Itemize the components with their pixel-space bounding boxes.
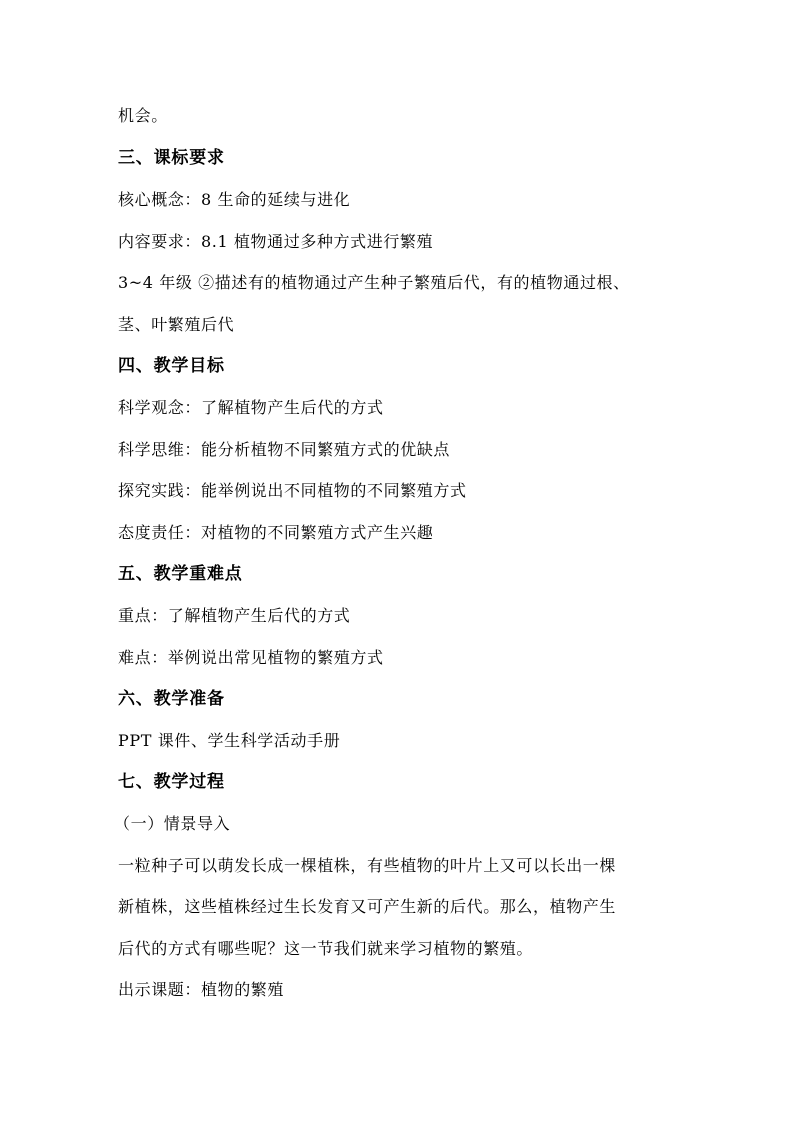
section-heading: 六、教学准备 bbox=[118, 689, 225, 709]
paragraph-line: PPT 课件、学生科学活动手册 bbox=[118, 731, 341, 750]
paragraph-line: 内容要求：8.1 植物通过多种方式进行繁殖 bbox=[118, 232, 434, 251]
paragraph-line: 重点：了解植物产生后代的方式 bbox=[118, 606, 351, 625]
section-heading: 四、教学目标 bbox=[118, 356, 225, 376]
paragraph-line: 探究实践：能举例说出不同植物的不同繁殖方式 bbox=[118, 481, 467, 500]
subsection-heading: （一）情景导入 bbox=[114, 814, 231, 833]
paragraph-line: 3~4 年级 ②描述有的植物通过产生种子繁殖后代，有的植物通过根、 bbox=[118, 273, 630, 292]
paragraph-line: 科学观念：了解植物产生后代的方式 bbox=[118, 398, 384, 417]
paragraph-line: 科学思维：能分析植物不同繁殖方式的优缺点 bbox=[118, 440, 451, 459]
paragraph-line: 茎、叶繁殖后代 bbox=[118, 315, 235, 334]
paragraph-line: 机会。 bbox=[118, 106, 168, 125]
paragraph-line: 核心概念：8 生命的延续与进化 bbox=[118, 190, 351, 209]
paragraph-line: 难点：举例说出常见植物的繁殖方式 bbox=[118, 648, 384, 667]
paragraph-line: 出示课题：植物的繁殖 bbox=[118, 980, 285, 999]
paragraph-line: 新植株，这些植株经过生长发育又可产生新的后代。那么，植物产生 bbox=[118, 897, 617, 916]
paragraph-line: 态度责任：对植物的不同繁殖方式产生兴趣 bbox=[118, 523, 434, 542]
paragraph-line: 一粒种子可以萌发长成一棵植株，有些植物的叶片上又可以长出一棵 bbox=[118, 856, 617, 875]
section-heading: 七、教学过程 bbox=[118, 772, 225, 792]
paragraph-line: 后代的方式有哪些呢？这一节我们就来学习植物的繁殖。 bbox=[118, 939, 534, 958]
section-heading: 五、教学重难点 bbox=[118, 564, 243, 584]
section-heading: 三、课标要求 bbox=[118, 148, 225, 168]
